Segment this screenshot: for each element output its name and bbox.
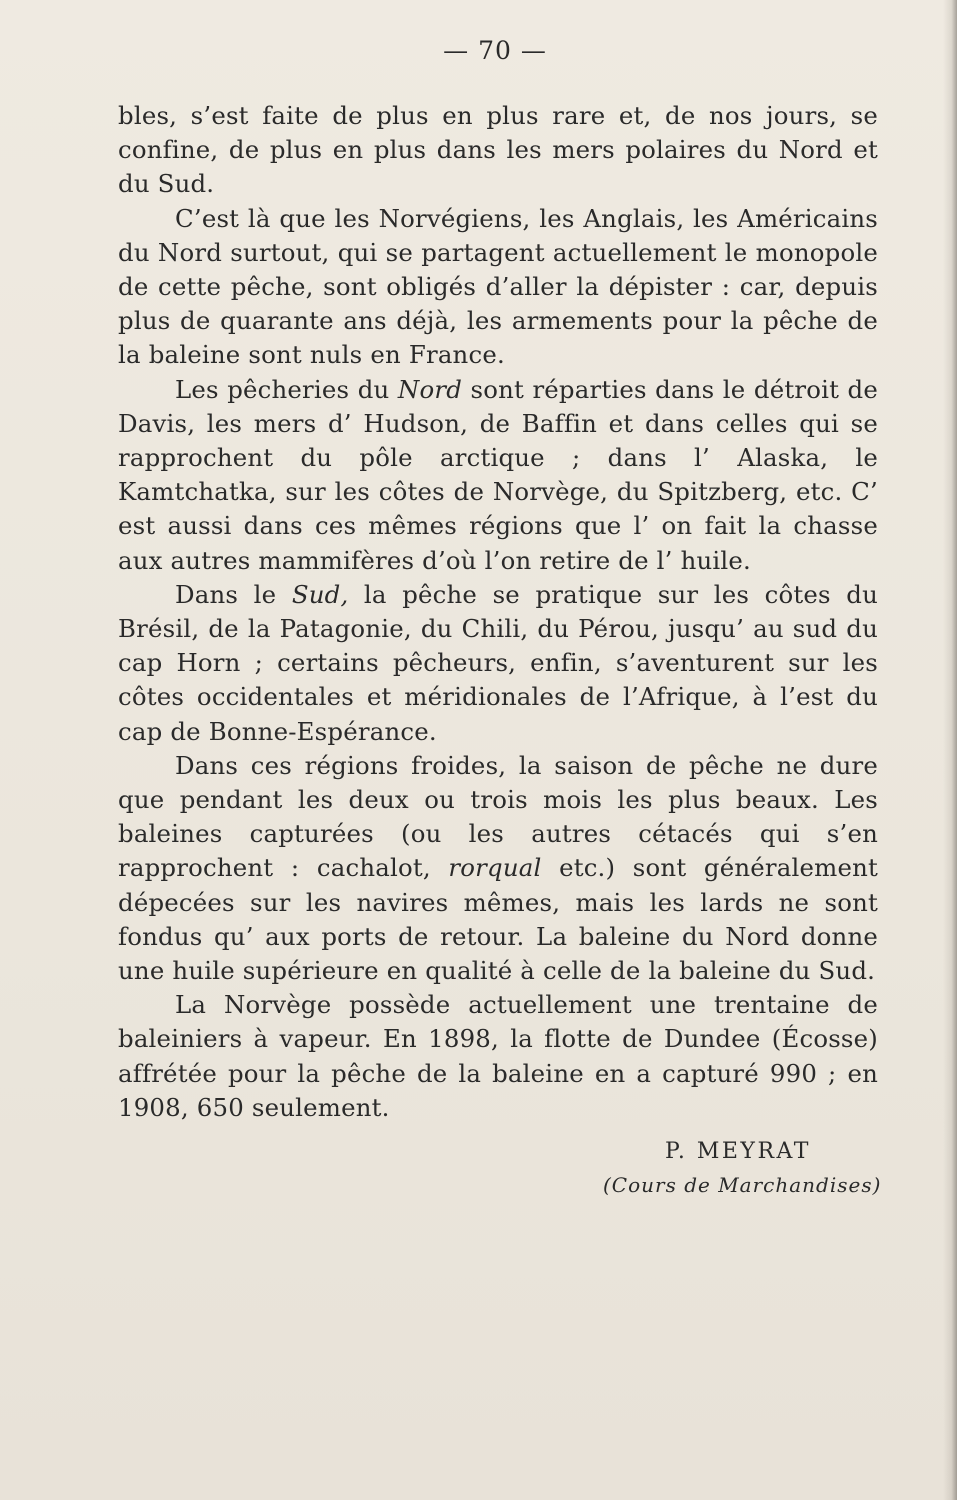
paragraph-4-emphasis: Sud, — [291, 579, 349, 609]
page-edge-shadow — [943, 0, 957, 1500]
paragraph-3-text-before: Les pêcheries du — [175, 374, 398, 404]
course-label: (Cours de Marchandises) — [603, 1173, 882, 1197]
page-number: — 70 — — [443, 36, 547, 65]
paragraph-5-text-before: Dans ces régions froides, la saison de pêche ne dure que pendant les deux ou trois mois les plus beaux. Les baleines capturées (ou les autres cétacés qui s’en rapprochent : cachalot, — [118, 750, 878, 883]
paragraph-4 — [118, 578, 878, 749]
paragraph-5-text-after: etc.) sont généralement dépecées sur les navires mêmes, mais les lards ne sont fondus qu’ aux ports de retour. La baleine du Nord donne une huile supérieure en qualité à celle de la baleine du Sud. — [118, 853, 879, 986]
paragraph-5-emphasis: rorqual — [448, 853, 542, 883]
paragraph-3-emphasis: Nord — [397, 374, 463, 404]
article-body — [118, 99, 878, 1125]
paragraph-3 — [118, 373, 878, 578]
paragraph-1: bles, s’est faite de plus en plus rare et, de nos jours, se confine, de plus en plus dans les mers polaires du Nord et du Sud. — [118, 101, 878, 199]
paragraph-4-text-before: Dans le — [175, 579, 292, 609]
paragraph-3-text-after: sont réparties dans le détroit de Davis, les mers d’ Hudson, de Baffin et dans celles qui se rapprochent du pôle arctique ; dans l’ Alaska, le Kamtchatka, sur les côtes de Norvège, du Spitzberg, etc. C’ est aussi dans ces mêmes régions que l’ on fait la chasse aux autres mammifères d’où l’on retire de l’ huile. — [118, 374, 878, 575]
author-name: P. MEYRAT — [665, 1139, 811, 1164]
paragraph-2: C’est là que les Norvégiens, les Anglais, les Américains du Nord surtout, qui se partagent actuellement le monopole de cette pêche, sont obligés d’aller la dépister : car, depuis plus de quarante ans déjà, les armements pour la pêche de la baleine sont nuls en France. — [118, 203, 878, 370]
paragraph-6: La Norvège possède actuellement une trentaine de baleiniers à vapeur. En 1898, la flotte de Dundee (Écosse) affrétée pour la pêche de la baleine en a capturé 990 ; en 1908, 650 seulement. — [118, 990, 878, 1122]
paragraph-4-text-after: la pêche se pratique sur les côtes du Brésil, de la Patagonie, du Chili, du Pérou, jusqu’ au sud du cap Horn ; certains pêcheurs, enfin, s’aventurent sur les côtes occidentales et méridionales de l’Afrique, à l’est du cap de Bonne-Espérance. — [118, 579, 878, 746]
paragraph-5 — [118, 749, 878, 988]
